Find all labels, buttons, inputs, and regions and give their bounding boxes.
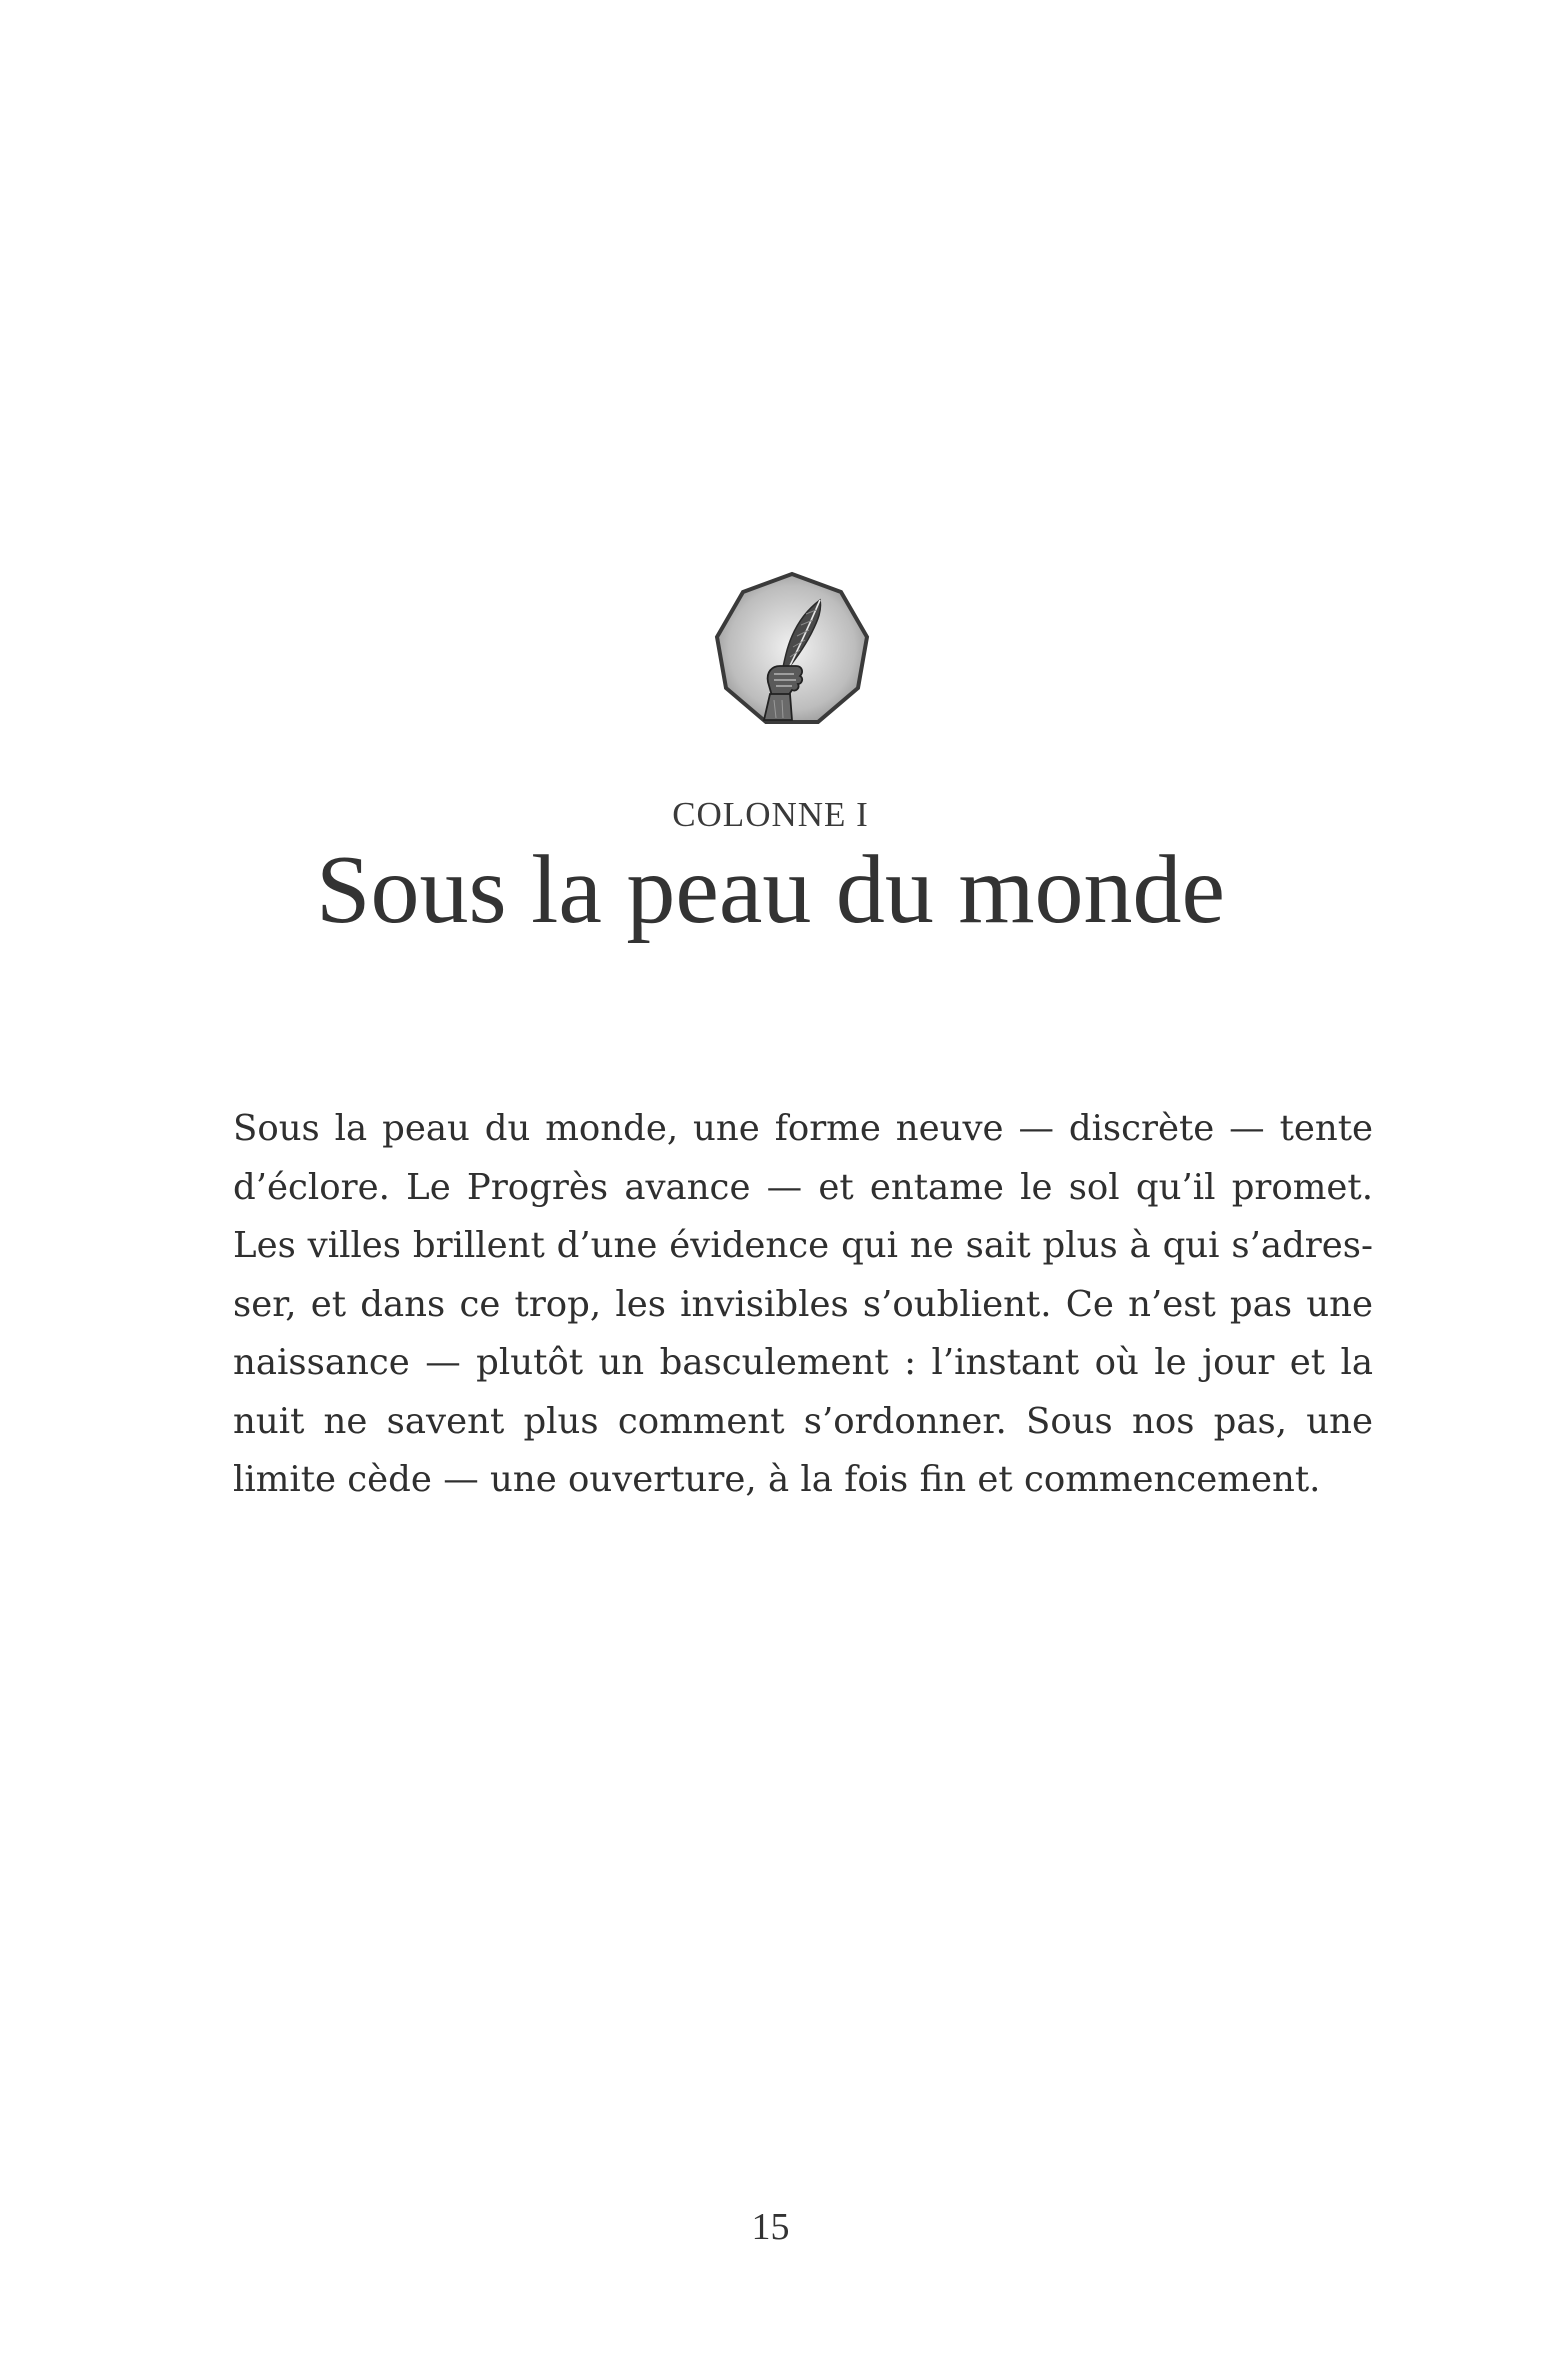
body-line: Sous la peau du monde, une forme neuve — discrète — tente: [233, 1108, 1373, 1149]
body-line: naissance — plutôt un basculement : l’instant où le jour et la: [233, 1342, 1373, 1383]
body-line: Les villes brillent d’une évidence qui ne sait plus à qui s’adres-: [233, 1225, 1373, 1266]
quill-in-fist-icon: [712, 570, 872, 730]
chapter-kicker: COLONNE I: [672, 795, 869, 834]
body-line: d’éclore. Le Progrès avance — et entame le sol qu’il promet.: [233, 1166, 1373, 1208]
chapter-title: Sous la peau du monde: [315, 836, 1226, 944]
body-paragraph: [233, 1100, 1373, 1510]
page-number: 15: [751, 2206, 790, 2248]
body-line: nuit ne savent plus comment s’ordonner. Sous nos pas, une: [233, 1400, 1373, 1442]
body-line: limite cède — une ouverture, à la fois fin et commencement.: [233, 1459, 1321, 1500]
body-line: ser, et dans ce trop, les invisibles s’oublient. Ce n’est pas une: [233, 1283, 1373, 1325]
